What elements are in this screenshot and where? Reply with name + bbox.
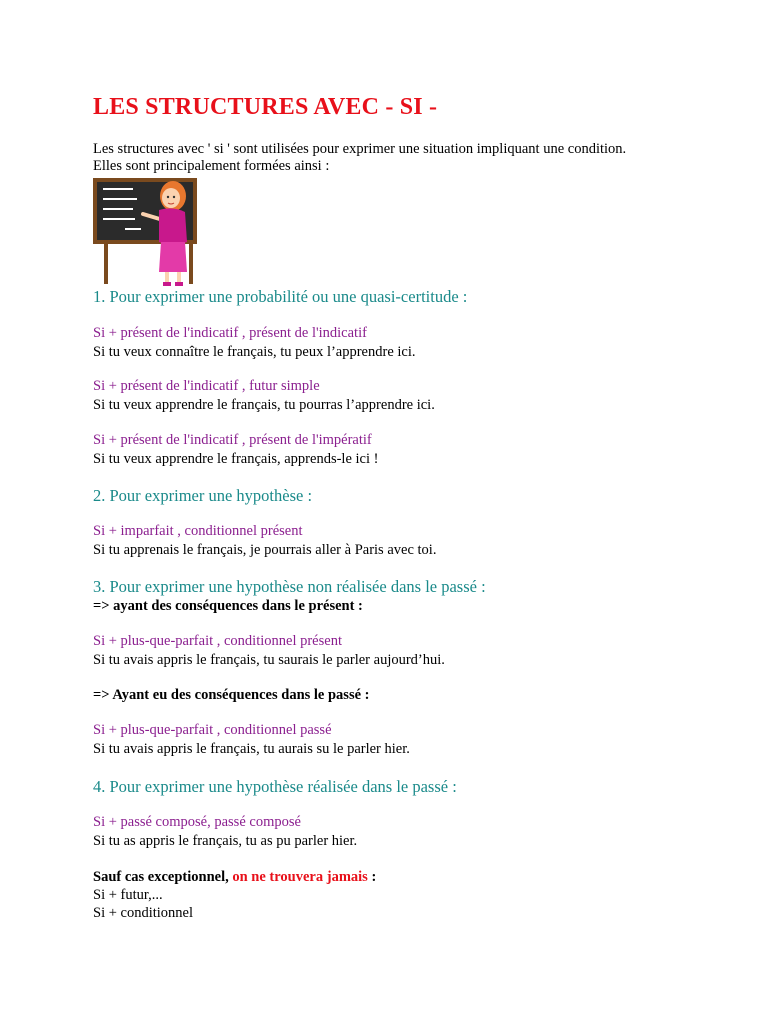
section-4-example-1: Si tu as appris le français, tu as pu parler hier. — [93, 833, 358, 849]
section-3-subheading-2: => Ayant eu des conséquences dans le passé : — [93, 687, 370, 703]
section-3-rule-1: Si + plus-que-parfait , conditionnel présent — [93, 633, 342, 649]
section-1-example-3: Si tu veux apprendre le français, apprends-le ici ! — [93, 451, 379, 467]
intro-line-2: Elles sont principalement formées ainsi : — [93, 158, 330, 174]
intro-paragraph — [93, 141, 626, 175]
section-1-rule-1: Si + présent de l'indicatif , présent de l'indicatif — [93, 325, 367, 341]
section-3-heading: 3. Pour exprimer une hypothèse non réalisée dans le passé : — [93, 577, 486, 596]
note-highlight: on ne trouvera jamais — [232, 869, 368, 885]
note-line — [93, 869, 376, 886]
section-3-rule-2: Si + plus-que-parfait , conditionnel passé — [93, 722, 332, 738]
section-1-example-1: Si tu veux connaître le français, tu peux l’apprendre ici. — [93, 344, 416, 360]
section-3-example-2: Si tu avais appris le français, tu aurais su le parler hier. — [93, 741, 410, 757]
teacher-at-blackboard-icon — [93, 176, 199, 288]
section-1-rule-3: Si + présent de l'indicatif , présent de l'impératif — [93, 432, 372, 448]
section-2-example-1: Si tu apprenais le français, je pourrais aller à Paris avec toi. — [93, 542, 437, 558]
section-1-heading: 1. Pour exprimer une probabilité ou une quasi-certitude : — [93, 287, 468, 306]
section-1-rule-2: Si + présent de l'indicatif , futur simple — [93, 378, 320, 394]
note-item-2: Si + conditionnel — [93, 905, 194, 921]
section-4-rule-1: Si + passé composé, passé composé — [93, 814, 301, 830]
note-suffix: : — [371, 869, 377, 885]
section-4-heading: 4. Pour exprimer une hypothèse réalisée dans le passé : — [93, 777, 457, 796]
page-title: LES STRUCTURES AVEC - SI - — [93, 94, 438, 120]
section-1-example-2: Si tu veux apprendre le français, tu pourras l’apprendre ici. — [93, 397, 435, 413]
intro-line-1: Les structures avec ' si ' sont utilisées pour exprimer une situation impliquant une condition. — [93, 141, 627, 157]
section-2-heading: 2. Pour exprimer une hypothèse : — [93, 486, 313, 505]
section-3-subheading-1: => ayant des conséquences dans le présent : — [93, 598, 363, 614]
note-item-1: Si + futur,... — [93, 887, 163, 903]
section-3-example-1: Si tu avais appris le français, tu saurais le parler aujourd’hui. — [93, 652, 445, 668]
section-2-rule-1: Si + imparfait , conditionnel présent — [93, 523, 303, 539]
note-prefix: Sauf cas exceptionnel, — [93, 869, 229, 885]
